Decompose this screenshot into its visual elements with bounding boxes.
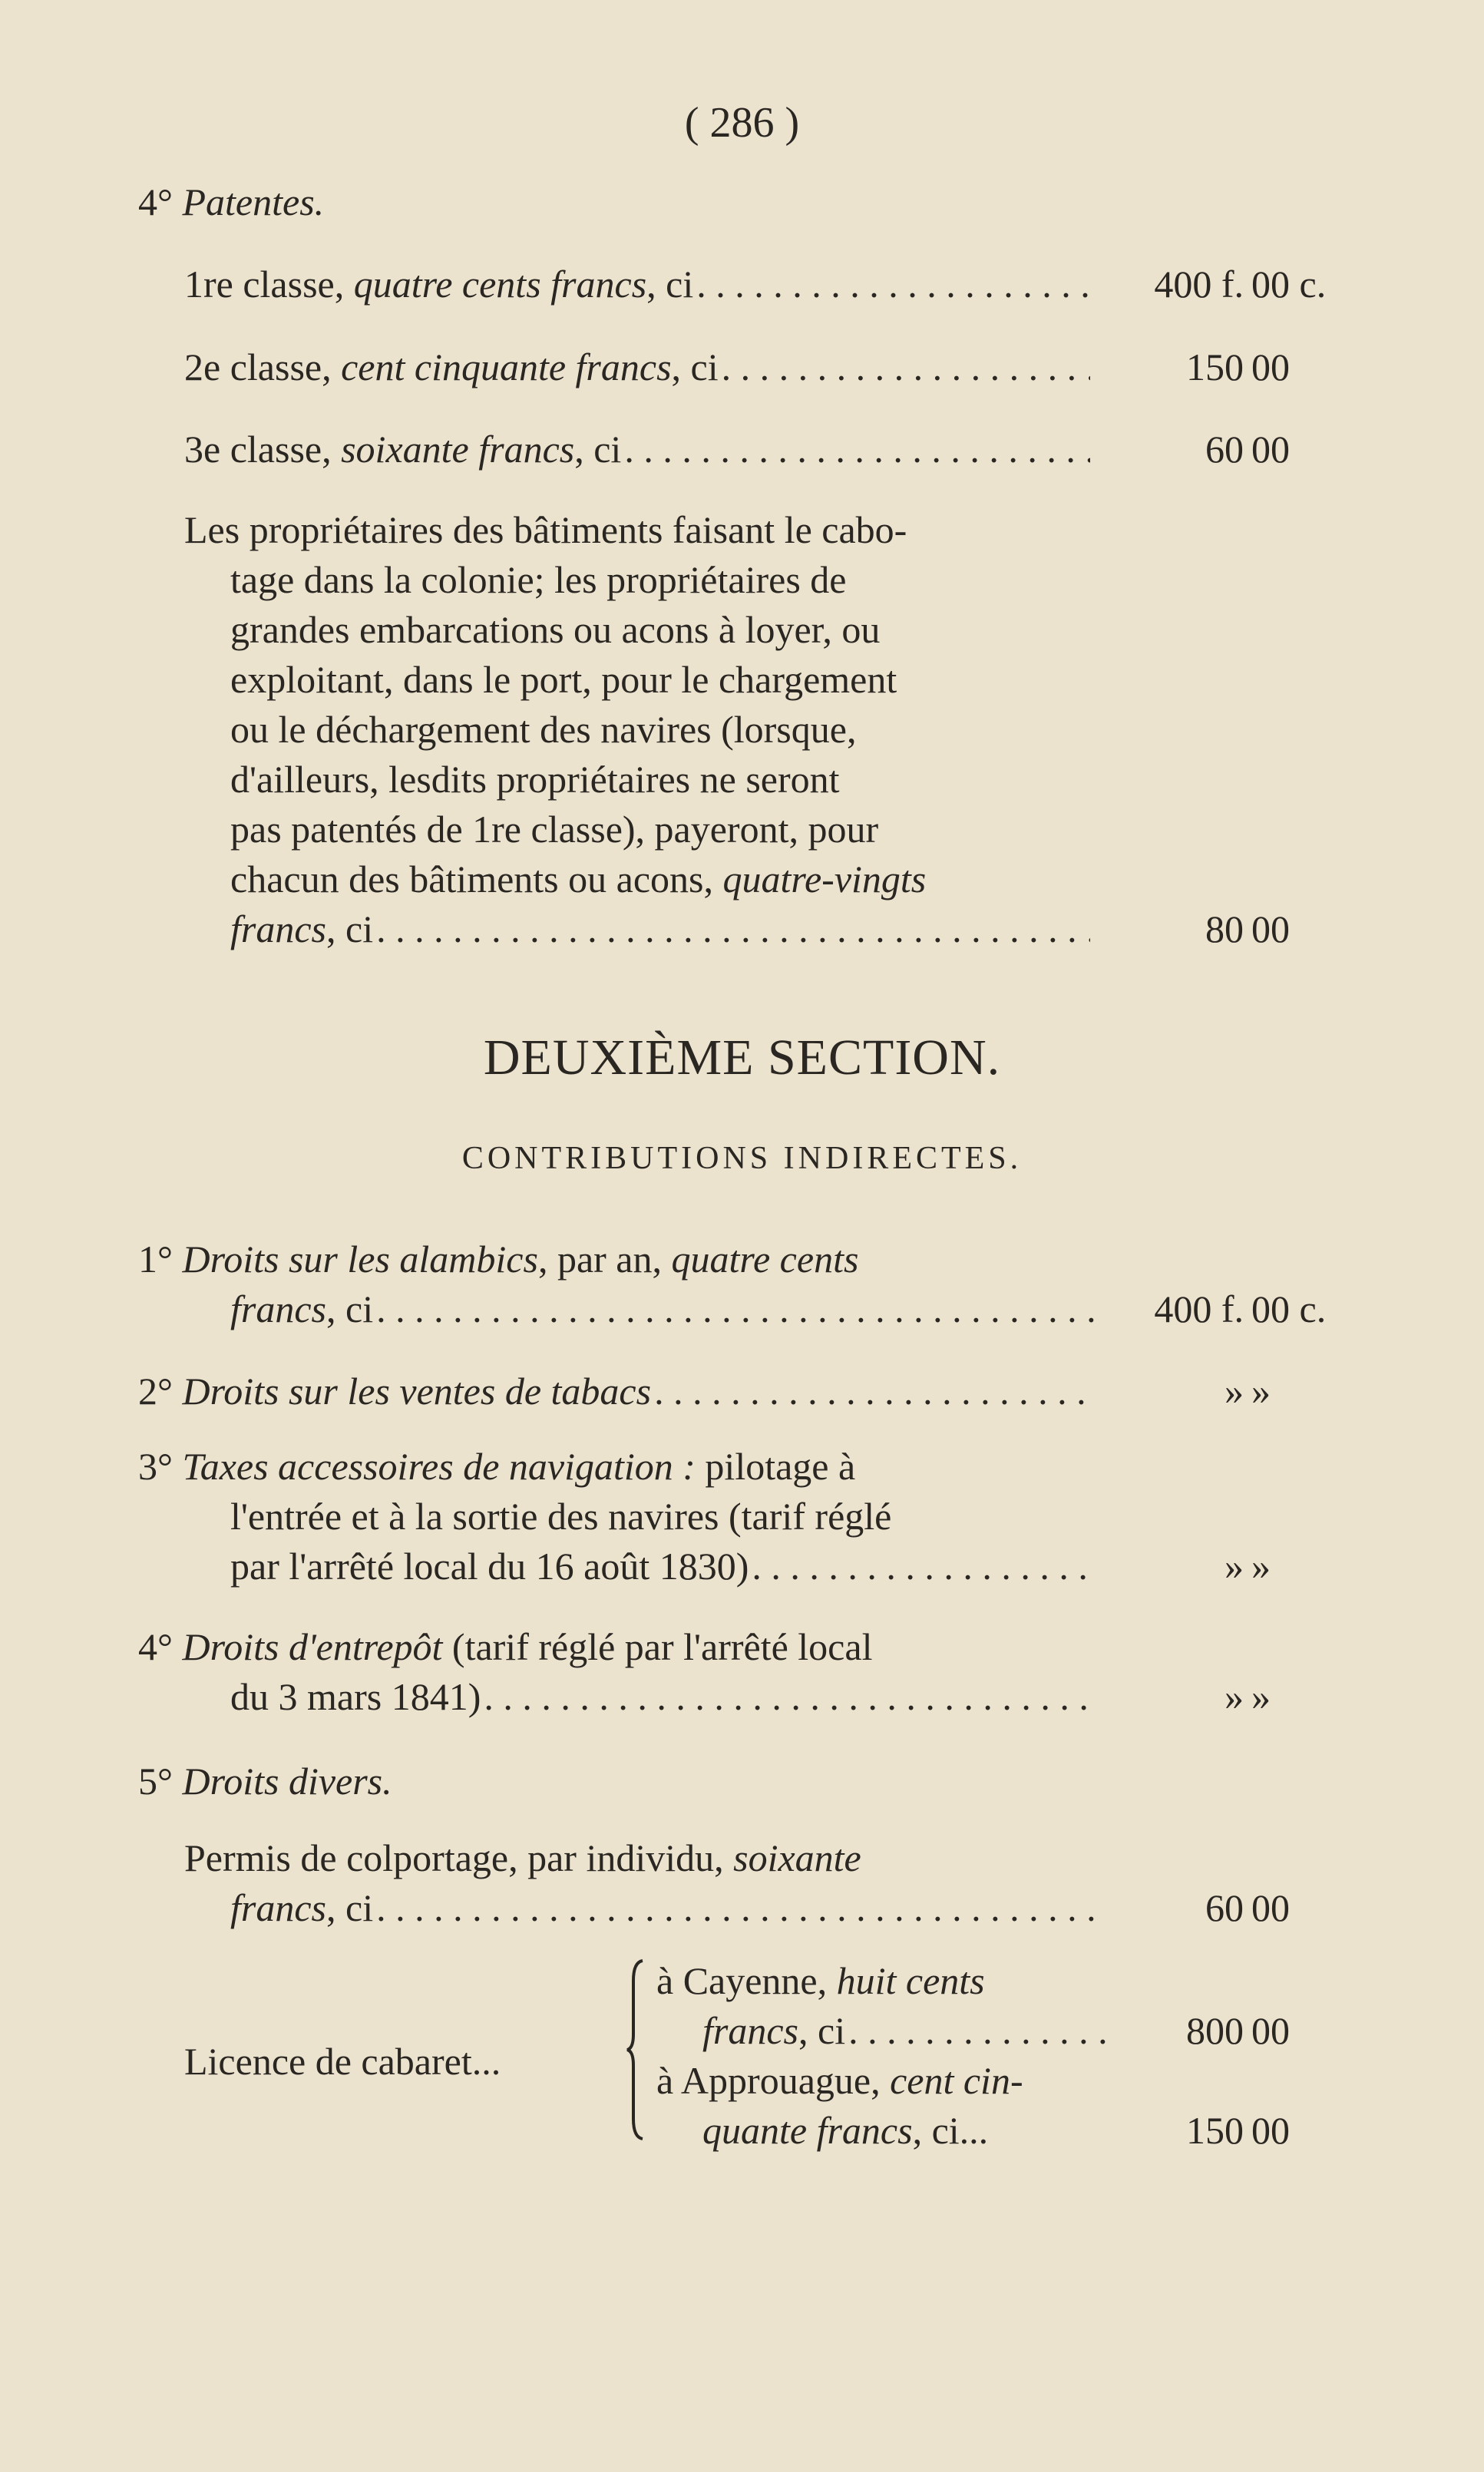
cayenne-francs: 800 [1186, 2009, 1244, 2052]
item-num: 1° [138, 1238, 173, 1281]
item-italic: francs [702, 2009, 798, 2052]
cayenne-line-1 [656, 1954, 985, 2008]
patente-row-1-cents: 00 c. [1251, 263, 1327, 306]
item-italic: francs [230, 1287, 326, 1330]
item-italic: cent cin- [890, 2059, 1023, 2102]
item-1-cents: 00 c. [1251, 1287, 1327, 1330]
row-label-italic: soixante francs [341, 428, 575, 471]
leader-dots [752, 1539, 1098, 1593]
row-label-end: , ci [574, 428, 622, 471]
item-text: à Approuague, [656, 2059, 881, 2102]
item-text: , ci [798, 2009, 846, 2052]
item-italic: quante francs [702, 2109, 913, 2152]
paragraph-line [230, 852, 926, 906]
patente-row-3-francs: 60 [1205, 428, 1244, 471]
page-number: ( 286 ) [684, 99, 800, 147]
patentes-heading [138, 175, 324, 229]
item-1-francs: 400 f. [1154, 1287, 1244, 1330]
item-italic: Droits divers. [182, 1760, 392, 1803]
item-text: , par an, [537, 1238, 662, 1281]
patente-row-1 [184, 257, 1090, 311]
item-text: , ci [326, 1886, 374, 1929]
patente-row-2-francs: 150 [1186, 345, 1244, 388]
leader-dots [624, 422, 1090, 476]
item-text: , ci... [912, 2109, 989, 2152]
permis-francs: 60 [1205, 1886, 1244, 1929]
row-label: classe, [243, 263, 345, 306]
paragraph-italic: quatre-vingts [722, 858, 927, 901]
item-1-line-2 [230, 1282, 1098, 1336]
approuague-line-1 [656, 2054, 1023, 2107]
leader-dots [848, 2004, 1106, 2057]
item-italic: Droits d'entrepôt [182, 1625, 443, 1668]
patente-row-3 [184, 422, 1090, 476]
paragraph-line: grandes embarcations ou acons à loyer, ou [230, 608, 881, 651]
item-text: Permis de colportage, par individu, [184, 1836, 724, 1879]
patentes-heading-num: 4° [138, 180, 173, 223]
row-label-italic: cent cinquante francs [341, 345, 672, 388]
item-4-line-2 [230, 1670, 1098, 1723]
item-4-francs: » [1225, 1675, 1244, 1718]
item-4-cents: » [1251, 1675, 1271, 1718]
row-label: classe, [230, 428, 332, 471]
item-italic: Droits sur les ventes de tabacs [182, 1370, 652, 1413]
item-text: pilotage à [705, 1445, 856, 1488]
leader-dots [376, 902, 1090, 956]
item-num: 2° [138, 1370, 173, 1413]
item-2-francs: » [1225, 1370, 1244, 1413]
section-title: DEUXIÈME SECTION. [483, 1029, 1001, 1086]
permis-line-2 [230, 1881, 1098, 1935]
item-italic: Droits sur les alambics [182, 1238, 538, 1281]
row-num: 1re [184, 263, 233, 306]
leader-dots [654, 1364, 1098, 1418]
item-text: , ci [326, 1287, 374, 1330]
permis-line-1 [184, 1831, 861, 1885]
row-label-end: , ci [671, 345, 719, 388]
item-1-line-1 [138, 1232, 858, 1286]
item-4-line-1 [138, 1620, 872, 1674]
leader-dots [376, 1282, 1098, 1336]
item-3-line-3 [230, 1539, 1098, 1593]
item-num: 4° [138, 1625, 173, 1668]
item-text: par l'arrêté local du 16 août 1830) [230, 1545, 749, 1588]
item-text: du 3 mars 1841) [230, 1675, 481, 1718]
item-2-cents: » [1251, 1370, 1271, 1413]
item-3-cents: » [1251, 1545, 1271, 1588]
paragraph-line: exploitant, dans le port, pour le chargement [230, 658, 897, 701]
licence-label: Licence de cabaret... [184, 2040, 501, 2083]
leader-dots [376, 1881, 1098, 1935]
patente-row-2-cents: 00 [1251, 345, 1290, 388]
approuague-francs: 150 [1186, 2109, 1244, 2152]
row-num: 3e [184, 428, 221, 471]
approuague-cents: 00 [1251, 2109, 1290, 2152]
brace-icon [626, 1958, 647, 2142]
patente-row-3-cents: 00 [1251, 428, 1290, 471]
item-2 [138, 1364, 1098, 1418]
paragraph-line: Les propriétaires des bâtiments faisant le cabo- [184, 508, 907, 551]
paragraph-italic: francs [230, 907, 326, 950]
patente-row-1-francs: 400 f. [1154, 263, 1244, 306]
item-3-line-2: l'entrée et à la sortie des navires (tarif réglé [230, 1495, 892, 1538]
row-label-italic: quatre cents francs [353, 263, 647, 306]
item-3-line-1 [138, 1439, 855, 1493]
row-label: classe, [230, 345, 332, 388]
approuague-line-2 [702, 2104, 988, 2157]
item-text: (tarif réglé par l'arrêté local [451, 1625, 873, 1668]
paragraph-francs: 80 [1205, 907, 1244, 950]
item-italic: francs [230, 1886, 326, 1929]
paragraph-text: , ci [326, 907, 374, 950]
permis-cents: 00 [1251, 1886, 1290, 1929]
cayenne-line-2 [702, 2004, 1106, 2057]
paragraph-line: tage dans la colonie; les propriétaires de [230, 558, 847, 601]
paragraph-line: pas patentés de 1re classe), payeront, pour [230, 808, 879, 851]
section-subtitle: CONTRIBUTIONS INDIRECTES. [461, 1141, 1023, 1176]
item-italic: huit cents [836, 1959, 985, 2002]
item-text: à Cayenne, [656, 1959, 828, 2002]
cayenne-cents: 00 [1251, 2009, 1290, 2052]
patente-row-2 [184, 340, 1090, 394]
item-5-heading [138, 1754, 392, 1808]
row-label-end: , ci [646, 263, 694, 306]
paragraph-line: d'ailleurs, lesdits propriétaires ne seront [230, 758, 840, 801]
paragraph-cents: 00 [1251, 907, 1290, 950]
item-italic: quatre cents [671, 1238, 859, 1281]
item-num: 3° [138, 1445, 173, 1488]
paragraph-last-line [230, 902, 1090, 956]
patentes-heading-text: Patentes. [182, 180, 325, 223]
item-num: 5° [138, 1760, 173, 1803]
item-3-francs: » [1225, 1545, 1244, 1588]
leader-dots [696, 257, 1090, 311]
leader-dots [722, 340, 1090, 394]
item-italic: Taxes accessoires de navigation : [182, 1445, 696, 1488]
item-italic: soixante [733, 1836, 861, 1879]
paragraph-text: chacun des bâtiments ou acons, [230, 858, 713, 901]
paragraph-line: ou le déchargement des navires (lorsque, [230, 708, 857, 751]
leader-dots [484, 1670, 1098, 1723]
row-num: 2e [184, 345, 221, 388]
